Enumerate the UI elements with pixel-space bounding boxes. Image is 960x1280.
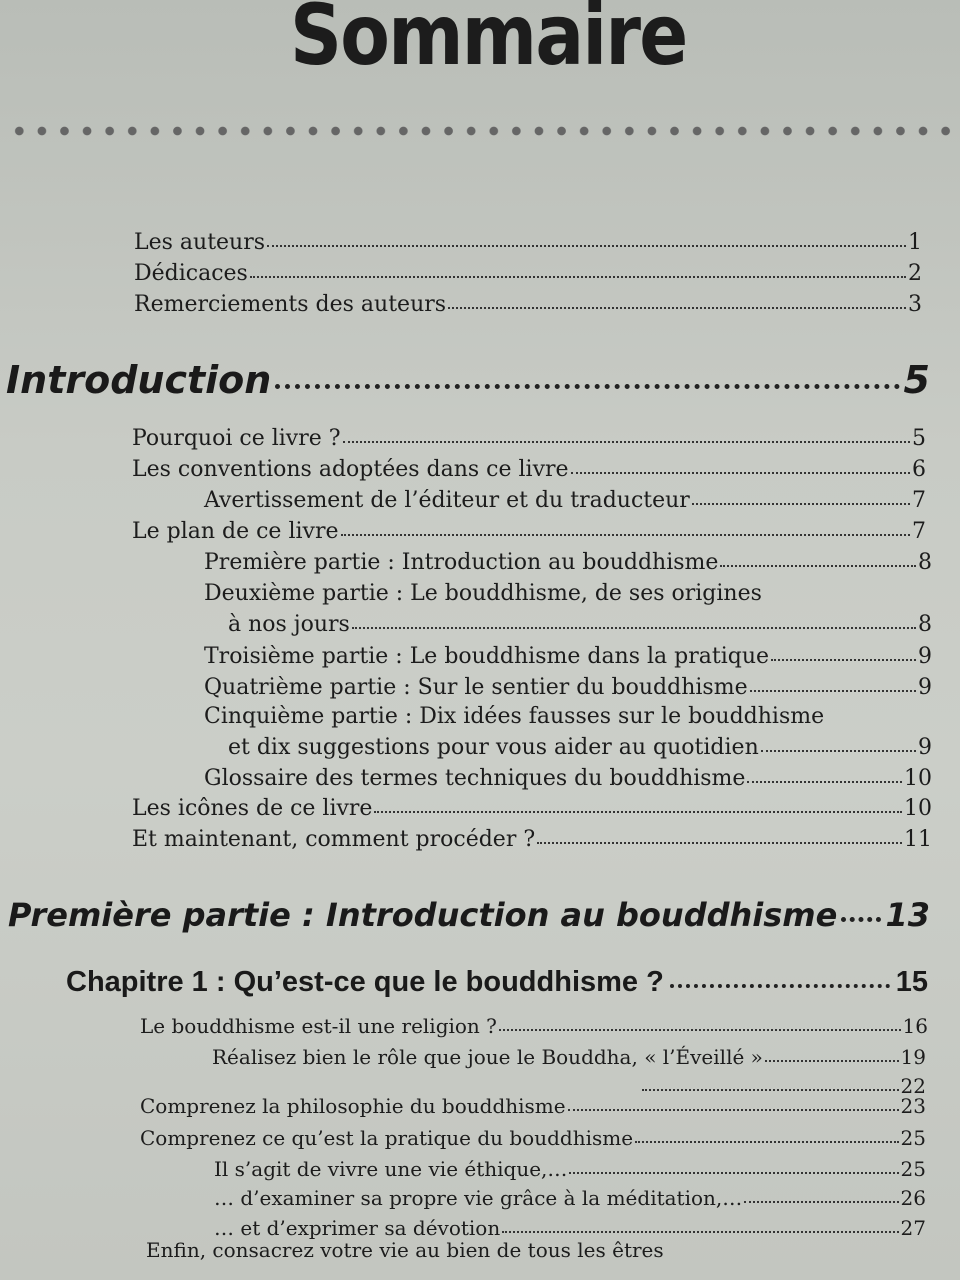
dot-leader <box>352 627 916 629</box>
toc-entry[interactable] <box>204 550 932 575</box>
toc-entry-label: Réalisez bien le rôle que joue le Bouddha, « l’Éveillé » <box>212 1045 763 1069</box>
toc-entry-page: 10 <box>904 766 932 791</box>
toc-entry-page: 1 <box>908 230 922 255</box>
toc-entry-page: 10 <box>904 796 932 821</box>
toc-entry-label: Quatrième partie : Sur le sentier du bouddhisme <box>204 675 748 700</box>
toc-entry-page: 8 <box>918 612 932 637</box>
dot-leader <box>635 1141 899 1143</box>
dot-leader <box>670 984 890 988</box>
toc-entry-page: 9 <box>918 675 932 700</box>
toc-entry-label: Le plan de ce livre <box>132 519 339 544</box>
toc-entry-label: Troisième partie : Le bouddhisme dans la pratique <box>204 644 770 669</box>
dot-leader <box>692 503 910 505</box>
toc-entry-page: 22 <box>900 1074 926 1098</box>
toc-entry[interactable] <box>212 1045 926 1069</box>
toc-entry[interactable] <box>132 827 932 852</box>
toc-entry-page: 16 <box>902 1014 928 1038</box>
dot-leader <box>841 917 881 922</box>
toc-entry[interactable] <box>214 1216 926 1240</box>
dot-leader <box>569 1172 898 1174</box>
toc-entry-page: 19 <box>900 1045 926 1069</box>
dot-leader <box>750 690 916 692</box>
chapter-heading[interactable] <box>66 966 928 999</box>
toc-entry-label: Et maintenant, comment procéder ? <box>132 827 536 852</box>
dot-leader <box>250 276 906 278</box>
toc-entry-label-line2: à nos jours <box>228 612 350 637</box>
dot-leader <box>267 245 906 247</box>
chapter-heading-label: Chapitre 1 : Qu’est-ce que le bouddhisme ? <box>66 966 664 998</box>
toc-entry[interactable] <box>132 796 932 821</box>
dot-leader <box>499 1029 901 1031</box>
dot-leader <box>747 781 902 783</box>
dot-leader <box>343 441 910 443</box>
toc-entry-label: Avertissement de l’éditeur et du traducteur <box>204 488 690 513</box>
toc-entry-page: 9 <box>918 735 932 760</box>
toc-entry[interactable] <box>134 261 922 286</box>
toc-entry[interactable] <box>214 1186 926 1210</box>
toc-entry[interactable] <box>204 488 926 513</box>
toc-entry-label: Première partie : Introduction au bouddhisme <box>204 550 719 575</box>
toc-entry[interactable] <box>140 1014 928 1038</box>
dot-leader <box>448 307 906 309</box>
toc-entry-label: … et d’exprimer sa dévotion <box>214 1216 501 1240</box>
toc-entry-label[interactable]: Enfin, consacrez votre vie au bien de tous les êtres <box>146 1238 664 1262</box>
toc-entry-page: 6 <box>912 457 926 482</box>
dot-leader <box>537 842 902 844</box>
toc-entry-page: 5 <box>912 426 926 451</box>
toc-entry[interactable] <box>204 766 932 791</box>
toc-entry-page: 9 <box>918 644 932 669</box>
toc-entry-page: 26 <box>900 1186 926 1210</box>
dotted-divider <box>8 120 958 142</box>
toc-entry-label-line1: Cinquième partie : Dix idées fausses sur le bouddhisme <box>204 704 825 729</box>
toc-entry-label: Comprenez la philosophie du bouddhisme <box>140 1094 566 1118</box>
toc-entry-label: … d’examiner sa propre vie grâce à la méditation,… <box>214 1186 743 1210</box>
toc-entry[interactable] <box>204 644 932 669</box>
toc-entry[interactable] <box>228 612 932 637</box>
dot-leader <box>720 565 916 567</box>
toc-entry[interactable] <box>214 1157 926 1181</box>
toc-entry-label: Les conventions adoptées dans ce livre <box>132 457 569 482</box>
toc-entry-label: Il s’agit de vivre une vie éthique,… <box>214 1157 568 1181</box>
toc-entry[interactable] <box>132 457 926 482</box>
toc-entry-label: Glossaire des termes techniques du bouddhisme <box>204 766 746 791</box>
section-heading-part1[interactable] <box>8 896 930 934</box>
page-title: Sommaire <box>290 0 687 84</box>
toc-entry-page: 25 <box>900 1157 926 1181</box>
toc-entry[interactable] <box>132 426 926 451</box>
toc-entry-page: 7 <box>912 488 926 513</box>
toc-entry-label: Remerciements des auteurs <box>134 292 447 317</box>
section-heading-label: Introduction <box>6 358 272 402</box>
dot-leader <box>642 1089 899 1091</box>
toc-entry-label: Comprenez ce qu’est la pratique du bouddhisme <box>140 1126 634 1150</box>
section-heading-introduction[interactable] <box>6 358 930 402</box>
toc-entry-page: 2 <box>908 261 922 286</box>
dot-leader <box>568 1109 899 1111</box>
toc-entry-label: Les icônes de ce livre <box>132 796 373 821</box>
section-heading-page: 5 <box>903 358 930 402</box>
toc-entry-page: 3 <box>908 292 922 317</box>
toc-entry-page: 25 <box>900 1126 926 1150</box>
dot-leader <box>744 1201 898 1203</box>
toc-entry[interactable] <box>204 675 932 700</box>
toc-entry[interactable] <box>228 735 932 760</box>
toc-entry[interactable] <box>140 1094 926 1118</box>
section-heading-label: Première partie : Introduction au bouddhisme <box>8 896 838 934</box>
dot-leader <box>275 384 899 389</box>
toc-entry-page: 8 <box>918 550 932 575</box>
toc-entry-label-line1: Deuxième partie : Le bouddhisme, de ses origines <box>204 581 762 606</box>
dot-leader <box>765 1060 899 1062</box>
toc-entry-label: Les auteurs <box>134 230 266 255</box>
dot-leader <box>571 472 910 474</box>
section-heading-page: 13 <box>885 896 930 934</box>
toc-entry-label-line2: et dix suggestions pour vous aider au quotidien <box>228 735 759 760</box>
toc-entry-label: Dédicaces <box>134 261 248 286</box>
dot-leader <box>502 1231 898 1233</box>
dot-leader <box>771 659 916 661</box>
dot-leader <box>341 534 911 536</box>
toc-entry[interactable] <box>134 230 922 255</box>
toc-entry[interactable] <box>134 292 922 317</box>
toc-entry[interactable] <box>132 519 926 544</box>
toc-entry-page: 11 <box>904 827 932 852</box>
toc-entry-page: 23 <box>900 1094 926 1118</box>
toc-entry-label: Pourquoi ce livre ? <box>132 426 341 451</box>
toc-entry-label: Le bouddhisme est-il une religion ? <box>140 1014 497 1038</box>
toc-entry[interactable] <box>140 1126 926 1150</box>
toc-entry-page: 27 <box>900 1216 926 1240</box>
dot-leader <box>374 811 902 813</box>
toc-entry-page: 7 <box>912 519 926 544</box>
dot-leader <box>761 750 916 752</box>
chapter-heading-page: 15 <box>895 966 928 998</box>
